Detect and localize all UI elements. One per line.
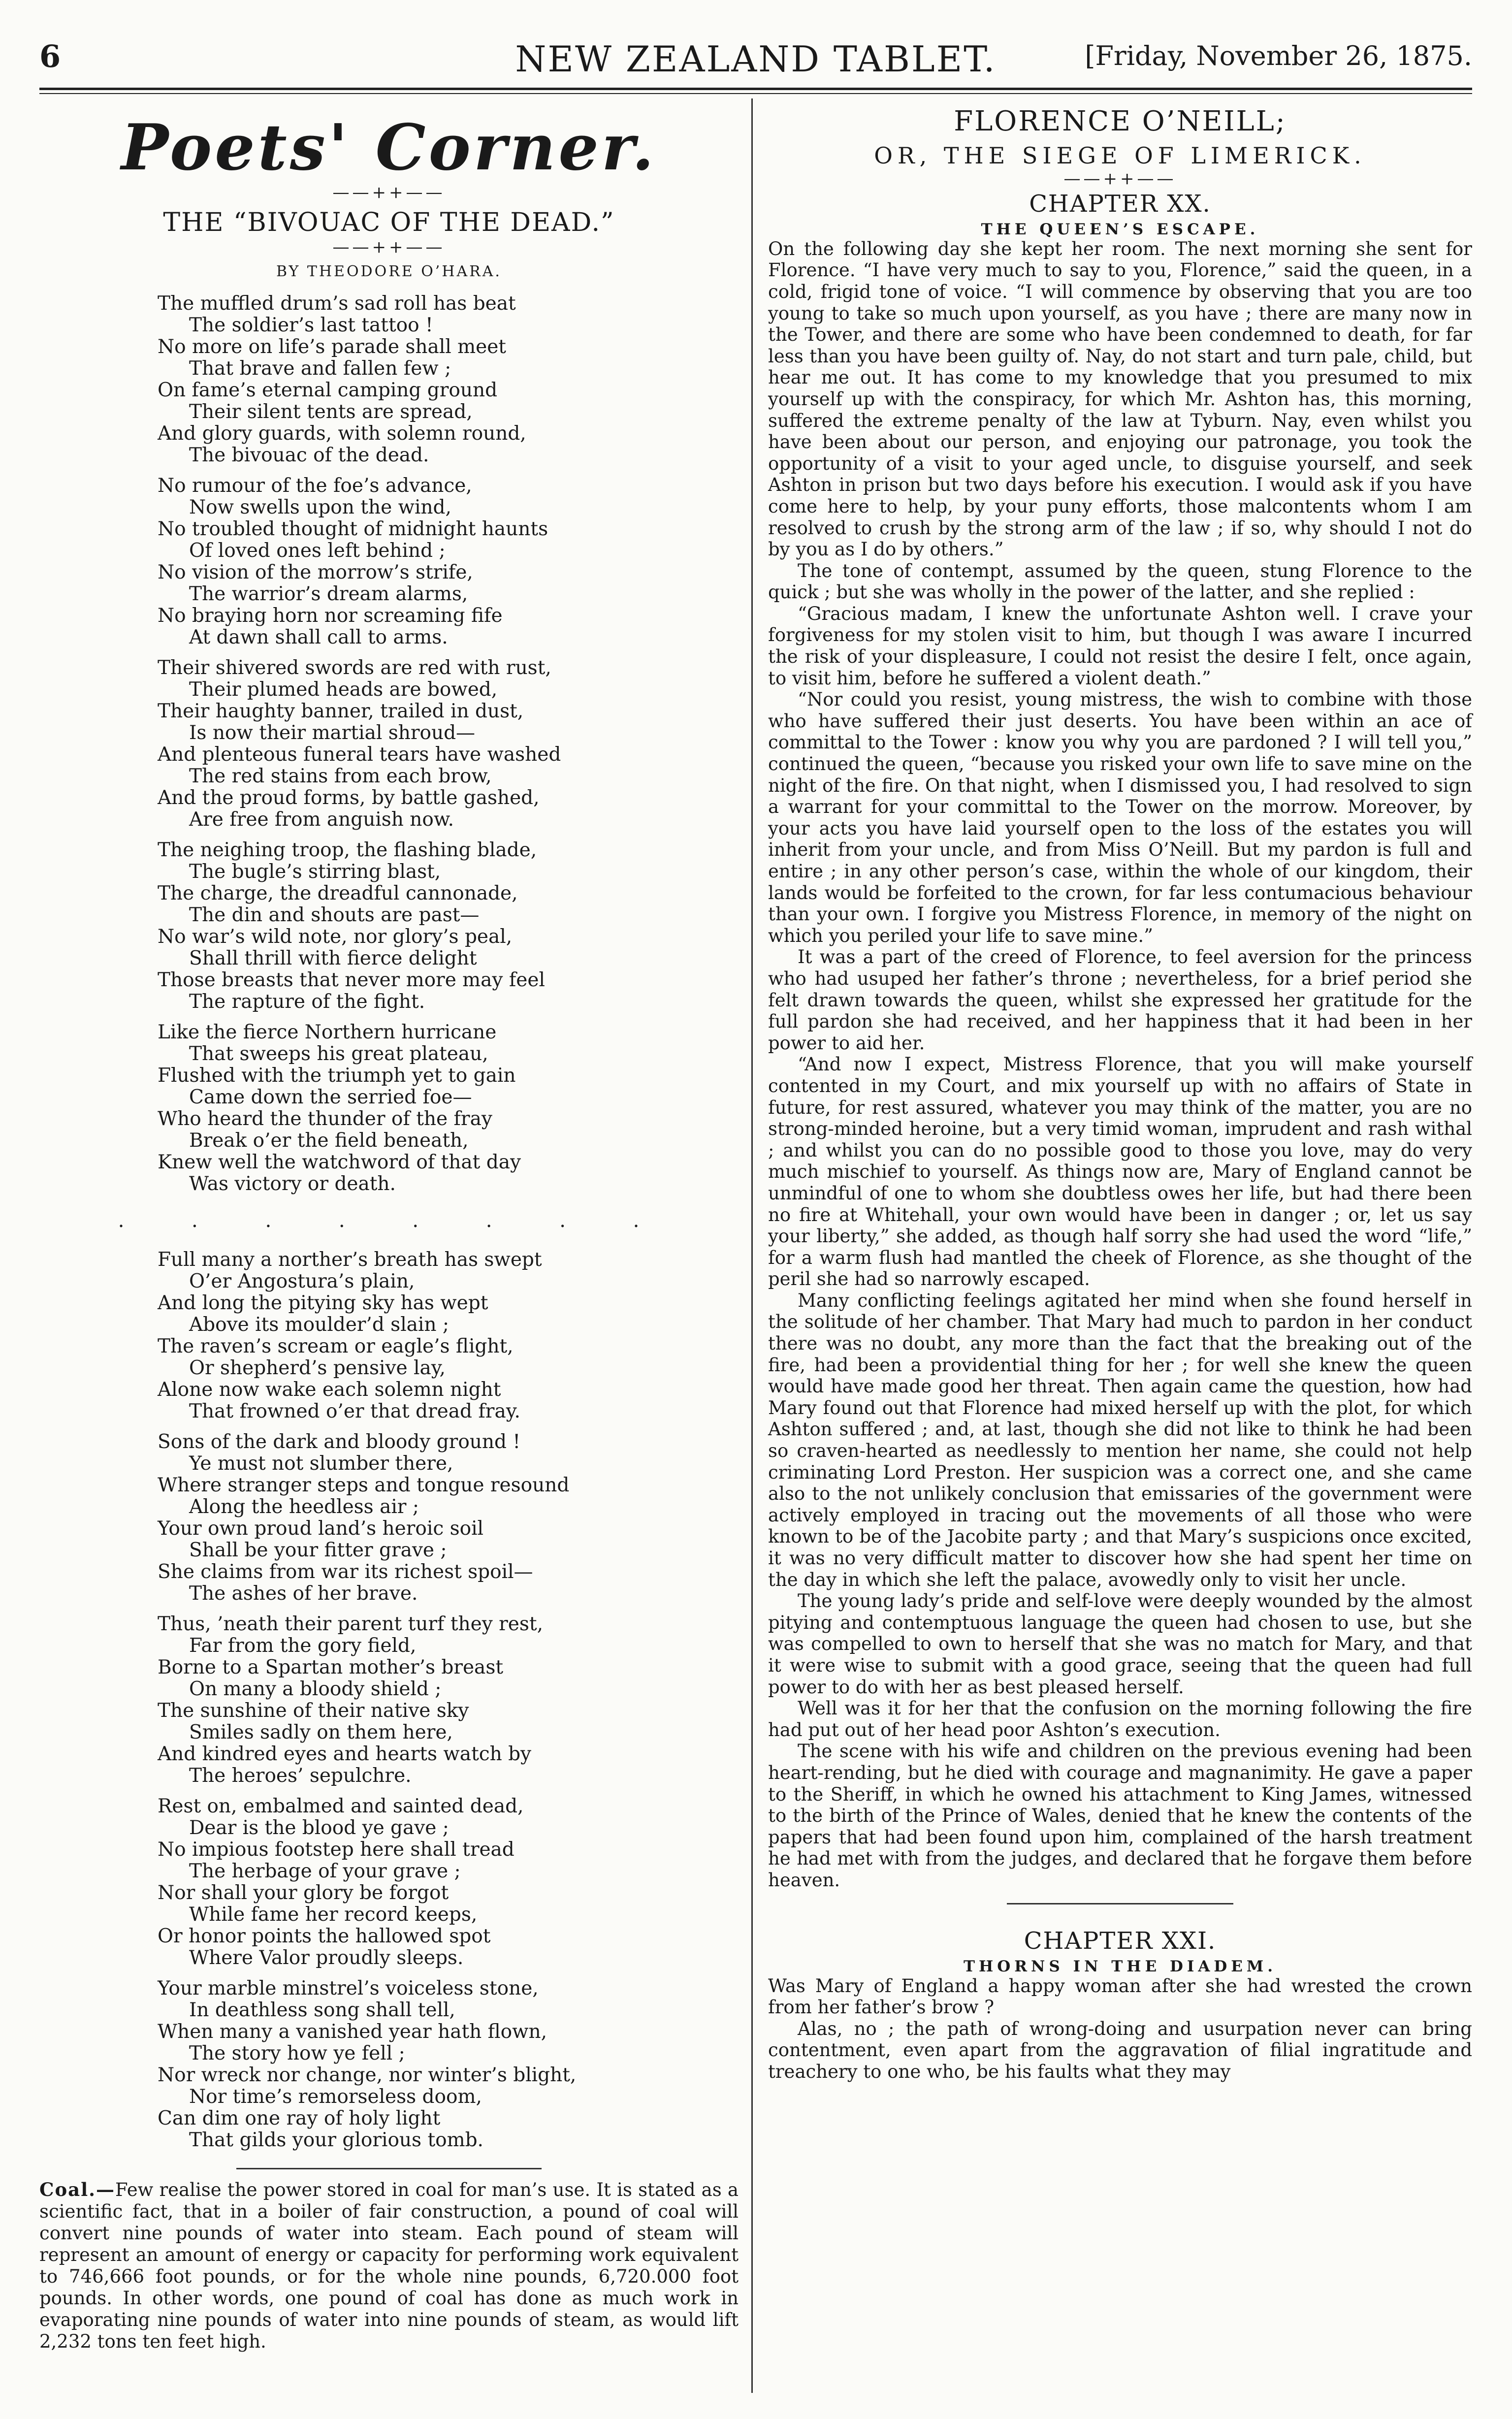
stanza [158,1431,739,1605]
poets-corner-heading: Poets' Corner. [121,111,657,185]
serial-subtitle: OR, THE SIEGE OF LIMERICK. [874,142,1366,169]
ornament-rule: ——++—— [332,182,446,202]
stanza [158,1022,739,1195]
poem-line: The charge, the dreadful cannonade, [158,882,518,905]
poem-title: THE “BIVOUAC OF THE DEAD.” [163,207,615,237]
paragraph: On the following day she kept her room. The next morning she sent for Florence. “I have very much to say to you, Florence,” said the queen, in a cold, frigid tone of voice. “I will commence by observing that you are too young to take so much upon yourself, as you have ; there are many now in the Tower, and there are some who have been condemned to death, for far less than you have been guilty of. Nay, do not start and turn pale, child, but hear me out. It has come to my knowledge that you presumed to mix yourself up with the conspiracy, for which Mr. Ashton has, this morning, suffered the extreme penalty of the law at Tyburn. Nay, even whilst you have been about our person, and enjoying our patronage, you took the opportunity of a visit to your aged uncle, to disguise yourself, and seek Ashton in prison but two days before his execution. I would ask if you have come here to help, by your puny efforts, those malcontents whom I am resolved to crush by the strong arm of the law ; if so, why should I not do by you as I do by others.” [768,238,1472,560]
poem-line: No more on life’s parade shall meet [158,336,506,358]
poem-line: Your marble minstrel’s voiceless stone, [158,1977,539,2000]
poem-line: No vision of the morrow’s strife, [158,561,473,584]
poem-line: The bivouac of the dead. [189,444,429,467]
poem-line: In deathless song shall tell, [189,1999,455,2022]
chapter-heading: CHAPTER XXI. [1024,1927,1217,1955]
poem-line: The story how ye fell ; [189,2042,405,2065]
poem-line: Along the heedless air ; [189,1496,419,1518]
poem-line: Above its moulder’d slain ; [189,1314,450,1336]
poem-line: The muffled drum’s sad roll has beat [158,292,516,315]
poem-line: Break o’er the field beneath, [189,1129,469,1152]
poem-line: Or shepherd’s pensive lay, [189,1357,446,1380]
page-number: 6 [39,38,61,74]
poem-line: Smiles sadly on them here, [189,1721,453,1744]
chapter-subtitle: THORNS IN THE DIADEM. [963,1957,1277,1975]
poem-line: Those breasts that never more may feel [158,969,545,992]
poem-line: The raven’s scream or eagle’s flight, [158,1335,514,1358]
poem-line: The soldier’s last tattoo ! [189,314,433,337]
poem-line: The ashes of her brave. [189,1582,418,1605]
poem-line: The heroes’ sepulchre. [189,1765,412,1787]
coal-lead: Coal.— [39,2179,116,2200]
header-rule [39,88,1472,94]
poem-line: Now swells upon the wind, [189,496,451,519]
poem-line: Or honor points the hallowed spot [158,1925,491,1948]
stanza [158,475,739,648]
poem-line: Nor wreck nor change, nor winter’s blight, [158,2064,577,2087]
poem-line: The herbage of your grave ; [189,1860,461,1883]
chapter-separator [1007,1903,1233,1904]
poem-line: She claims from war its richest spoil— [158,1561,533,1583]
poem-line: O’er Angostura’s plain, [189,1270,415,1293]
poem-line: On fame’s eternal camping ground [158,379,498,402]
poem-line: No war’s wild note, nor glory’s peal, [158,926,513,948]
paragraph: The tone of contempt, assumed by the queen, stung Florence to the quick ; but she was wholly in the power of the latter, and she replied : [768,560,1472,603]
poem-line: Rest on, embalmed and sainted dead, [158,1795,524,1818]
paragraph: Well was it for her that the confusion on the morning following the fire had put out of her head poor Ashton’s execution. [768,1698,1472,1741]
poem-line: Ye must not slumber there, [189,1452,453,1475]
poem-line: And kindred eyes and hearts watch by [158,1743,532,1766]
poem-line: That brave and fallen few ; [189,357,451,380]
poem-line: That frowned o’er that dread fray. [189,1400,520,1423]
issue-date: [Friday, November 26, 1875. [1085,40,1472,71]
poem-line: Sons of the dark and bloody ground ! [158,1431,521,1453]
paragraph: “Nor could you resist, young mistress, the wish to combine with those who have suffered their just deserts. You have been within an ace of committal to the Tower : know you why you are pardoned ? I will tell you,” continued the queen, “because you risked your own life to save mine on the night of the fire. On that night, when I dismissed you, I had resolved to sign a warrant for your committal to the Tower on the morrow. Moreover, by your acts you have laid yourself open to the loss of the estates you will inherit from your uncle, and from Miss O’Neill. But my pardon is full and entire ; in any other person’s case, within the whole of our kingdom, their lands would be forfeited to the crown, for far less contumacious behaviour than your own. I forgive you Mistress Florence, in memory of the night on which you periled your life to save mine.” [768,689,1472,946]
chapter-text [768,1975,1472,2083]
poem-line: Their shivered swords are red with rust, [158,657,551,679]
poem-line: When many a vanished year hath flown, [158,2021,547,2043]
poem-line: Shall thrill with fierce delight [189,947,477,970]
stanza [158,293,739,466]
poem-line: Your own proud land’s heroic soil [158,1517,484,1540]
poem-line: No braying horn nor screaming fife [158,605,503,627]
poem-stanzas-first [158,293,739,1195]
publication-title: NEW ZEALAND TABLET. [515,38,997,80]
paragraph: “And now I expect, Mistress Florence, that you will make yourself contented in my Court, and mix yourself up with no affairs of State in future, for rest assured, whatever you may think of the matter, you are no strong-minded heroine, but a very timid woman, imprudent and rash withal ; and whilst you can do no possible good to those you love, may do very much mischief to yourself. As things now are, Mary of England cannot be unmindful of one to whom she doubtless owes her life, but had there been no fire at Whitehall, your own would have been in danger ; or, let us say your liberty,” she added, as though half sorry she had used the word “life,” for a warm flush had mantled the cheek of Florence, as she thought of the peril she had so narrowly escaped. [768,1054,1472,1290]
poem-line: And long the pitying sky has wept [158,1292,488,1315]
chapter-heading: CHAPTER XX. [1029,190,1211,218]
poem-line: No troubled thought of midnight haunts [158,518,548,541]
stanza [158,1249,739,1422]
poem-line: Can dim one ray of holy light [158,2107,441,2130]
poem-line: Like the fierce Northern hurricane [158,1021,497,1044]
paragraph: Alas, no ; the path of wrong-doing and usurpation never can bring contentment, even apart from the aggravation of filial ingratitude and treachery to one who, be his faults what they may [768,2018,1472,2082]
stanza [158,1796,739,1969]
poem-body [118,292,739,2152]
stanza [158,839,739,1013]
poem-line: While fame her record keeps, [189,1903,478,1926]
stanza [158,1978,739,2151]
coal-text: Few realise the power stored in coal for man’s use. It is stated as a scientific fact, that in a boiler of fair construction, a pound of coal will convert nine pounds of water into steam. Each pound of steam will represent an amount of energy or capacity for performing work equivalent to 746,666 foot pounds, or for the whole nine pounds, 6,720.000 foot pounds. In other words, one pound of coal has done as much work in evaporating nine pounds of water into nine pounds of steam, as would lift 2,232 tons ten feet high. [39,2179,739,2352]
poem-line: Of loved ones left behind ; [189,540,446,562]
column-divider [751,98,753,2393]
poem-line: That sweeps his great plateau, [189,1043,488,1065]
stanza [158,657,739,831]
poem-line: Where Valor proudly sleeps. [189,1947,464,1969]
chapter-subtitle: THE QUEEN’S ESCAPE. [981,220,1259,238]
poem-byline: BY THEODORE O’HARA. [276,263,502,281]
poem-line: No rumour of the foe’s advance, [158,475,472,497]
poem-line: Flushed with the triumph yet to gain [158,1064,516,1087]
poem-line: The rapture of the fight. [189,991,425,1013]
poem-line: The bugle’s stirring blast, [189,861,441,883]
poem-line: The sunshine of their native sky [158,1700,469,1722]
coal-paragraph [39,2179,739,2353]
poem-line: Full many a norther’s breath has swept [158,1249,542,1271]
ornament-rule: ——++—— [1063,169,1177,189]
poem-line: Where stranger steps and tongue resound [158,1474,570,1497]
poem-line: Nor shall your glory be forgot [158,1882,449,1904]
poem-line: Borne to a Spartan mother’s breast [158,1656,503,1679]
poem-line: The din and shouts are past— [189,904,480,927]
paragraph: Was Mary of England a happy woman after she had wrested the crown from her father’s brow ? [768,1975,1472,2018]
paragraph: The scene with his wife and children on the previous evening had been heart-rending, but he died with courage and magnanimity. He gave a paper to the Sheriff, in which he owned his attachment to King James, witnessed to the birth of the Prince of Wales, denied that he knew the contents of the papers that had been found upon him, complained of the harsh treatment he had met with from the judges, and declared that he forgave them before heaven. [768,1741,1472,1891]
poem-stanzas-second [158,1249,739,2151]
masthead [39,38,1472,83]
stanza [158,1613,739,1787]
poem-line: No impious footstep here shall tread [158,1838,515,1861]
left-column [39,98,739,2169]
serial-title: FLORENCE O’NEILL; [954,105,1287,137]
paragraph: “Gracious madam, I knew the unfortunate Ashton well. I crave your forgiveness for my stolen visit to him, but though I was aware I incurred the risk of your displeasure, I could not resist the desire I felt, once again, to visit him, before he suffered a violent death.” [768,603,1472,689]
poem-line: Their plumed heads are bowed, [189,678,498,701]
poem-line: Far from the gory field, [189,1635,417,1657]
ornament-rule: ——++—— [332,237,446,257]
poem-line: Their haughty banner, trailed in dust, [158,700,524,723]
poem-line: Dear is the blood ye gave ; [189,1817,449,1839]
stanza-break-dots: . . . . . . . . [118,1209,670,1232]
right-column [768,98,1472,2082]
poem-line: Alone now wake each solemn night [158,1379,501,1401]
poem-end-rule [236,2168,542,2169]
chapter-text [768,238,1472,1891]
poem-line: Shall be your fitter grave ; [189,1539,447,1562]
poem-line: The neighing troop, the flashing blade, [158,839,537,862]
poem-line: Came down the serried foe— [189,1086,472,1109]
paragraph: It was a part of the creed of Florence, to feel aversion for the princess who had usuped her father’s throne ; nevertheless, for a brief period she felt drawn towards the queen, whilst she expressed her gratitude for the full pardon she had received, and her happiness that it had been in her power to aid her. [768,946,1472,1054]
poem-line: Is now their martial shroud— [189,722,476,744]
poem-line: And plenteous funeral tears have washed [158,743,561,766]
paragraph: Many conflicting feelings agitated her mind when she found herself in the solitude of her chamber. That Mary had much to pardon in her conduct there was no doubt, any more than the fact that the breaking out of the fire, had been a providential thing for her ; for well she knew the queen would have made good her threat. Then again came the question, how had Mary found out that Florence had mixed herself up with the plot, for which Ashton suffered ; and, at last, though she did not like to think he had been so craven-hearted as needlessly to mention her name, she could not help criminating Lord Preston. Her suspicion was a correct one, and she came also to the not unlikely conclusion that emissaries of the government were actively employed in tracing out the movements of all those who were known to be of the Jacobite party ; and that Mary’s suspicions once excited, it was no very difficult matter to discover how she had spent her time on the day in which she left the palace, avowedly only to visit her uncle. [768,1290,1472,1590]
poem-line: On many a bloody shield ; [189,1678,442,1701]
paragraph: The young lady’s pride and self-love were deeply wounded by the almost pitying and contemptuous language the queen had chosen to use, but she was compelled to own to herself that she was no match for Mary, and that it were wise to submit with a good grace, seeing that the queen had full power to do with her as best pleased herself. [768,1590,1472,1698]
poem-line: Who heard the thunder of the fray [158,1108,492,1130]
poem-line: Knew well the watchword of that day [158,1151,521,1174]
poem-line: And glory guards, with solemn round, [158,422,526,445]
poem-line: Nor time’s remorseless doom, [189,2086,482,2108]
poem-line: At dawn shall call to arms. [189,626,448,649]
poem-line: The red stains from each brow, [189,765,492,788]
poem-line: Was victory or death. [189,1173,396,1195]
poem-line: And the proud forms, by battle gashed, [158,787,540,809]
poem-line: Thus, ’neath their parent turf they rest, [158,1613,543,1636]
poem-line: Their silent tents are spread, [189,401,473,423]
poem-line: Are free from anguish now. [189,808,454,831]
poem-line: The warrior’s dream alarms, [189,583,468,606]
poem-line: That gilds your glorious tomb. [189,2129,483,2152]
